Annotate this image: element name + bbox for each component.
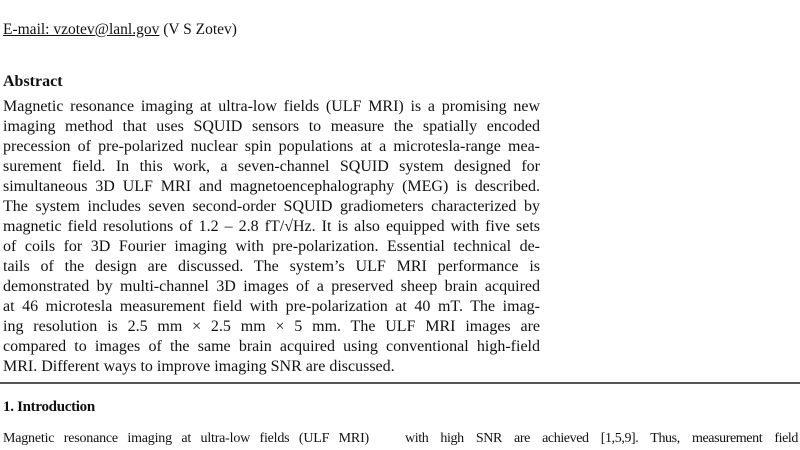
abstract-line: magnetic field resolutions of 1.2 – 2.8 fT/√Hz. It is also equipped with five sets [3, 218, 540, 235]
abstract-line: MRI. Different ways to improve imaging SNR are discussed. [3, 358, 395, 375]
abstract-line: simultaneous 3D ULF MRI and magnetoencephalography (MEG) is described. [3, 178, 540, 195]
section-divider [0, 382, 800, 384]
abstract-heading: Abstract [3, 73, 63, 90]
author-email-line [3, 21, 237, 39]
abstract-line: compared to images of the same brain acquired using conventional high-field [3, 338, 540, 355]
intro-column-left-text: Magnetic resonance imaging at ultra-low fields (ULF MRI) [3, 431, 369, 446]
abstract-line: surement field. In this work, a seven-channel SQUID system designed for [3, 158, 540, 175]
intro-column-right-text: with high SNR are achieved [1,5,9]. Thus, measurement field [405, 431, 798, 446]
abstract-line: tails of the design are discussed. The system’s ULF MRI performance is [3, 258, 540, 275]
abstract-line: demonstrated by multi-channel 3D images of a preserved sheep brain acquired [3, 278, 540, 295]
email-link[interactable]: E-mail: vzotev@lanl.gov [3, 21, 160, 38]
abstract-line: imaging method that uses SQUID sensors to measure the spatially encoded [3, 118, 540, 135]
abstract-line: of coils for 3D Fourier imaging with pre-polarization. Essential technical de- [3, 238, 540, 255]
abstract-line: ing resolution is 2.5 mm × 2.5 mm × 5 mm. The ULF MRI images are [3, 318, 540, 335]
abstract-line: The system includes seven second-order SQUID gradiometers characterized by [3, 198, 540, 215]
abstract-line: at 46 microtesla measurement field with pre-polarization at 40 mT. The imag- [3, 298, 540, 315]
abstract-body [3, 97, 540, 377]
author-name: (V S Zotev) [159, 21, 237, 38]
abstract-line: Magnetic resonance imaging at ultra-low fields (ULF MRI) is a promising new [3, 98, 540, 115]
abstract-line: precession of pre-polarized nuclear spin populations at a microtesla-range mea- [3, 138, 540, 155]
introduction-heading: 1. Introduction [3, 399, 95, 415]
